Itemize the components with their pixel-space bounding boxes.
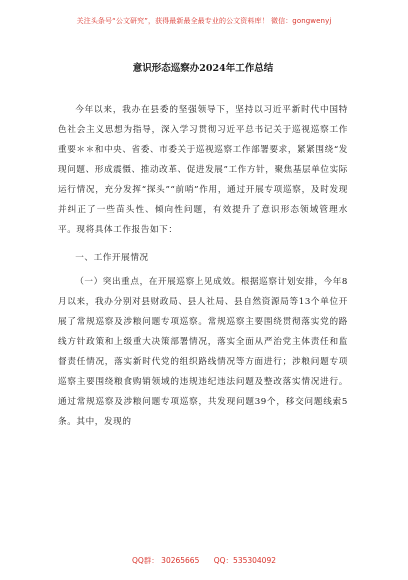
document-page <box>58 60 348 432</box>
document-title: 意识形态巡察办2024年工作总结 <box>132 63 274 74</box>
qq-footer <box>0 555 408 566</box>
qq-number: QQ：535304092 <box>213 556 277 565</box>
promo-header: 关注头条号“公文研究”，获得最新最全最专业的公文资料库！ 微信：gongwenyj <box>76 17 332 25</box>
section-paragraph: （一）突出重点，在开展巡察上见成效。根据巡察计划安排，今年8月以来，我办分别对县财政局、县人社局、县自然资源局等13个单位开展了常规巡察及涉粮问题专项巡察。常规巡察主要围绕贯彻落实党的路线方针政策和上级重大决策部署情况，落实全面从严治党主体责任和监督责任情况，落实新时代党的组织路线情况等方面进行；涉粮问题专项巡察主要围绕粮食购销领域的违规违纪违法问题及整改落实情况进行。通过常规巡察及涉粮问题专项巡察，共发现问题39个，移交问题线索5条。其中，发现的 <box>58 277 348 427</box>
qq-group: QQ群： 30265665 <box>131 556 200 565</box>
section-heading: 一、工作开展情况 <box>75 253 149 263</box>
intro-paragraph: 今年以来，我办在县委的坚强领导下，坚持以习近平新时代中国特色社会主义思想为指导，深入学习贯彻习近平总书记关于巡视巡察工作重要＊＊和中央、省委、市委关于巡视巡察工作部署要求，紧紧围绕“发现问题、形成震慑、推动改革、促进发展”工作方针，聚焦基层单位实际运行情况，充分发挥“探头”“前哨”作用，通过开展专项巡察，及时发现并纠正了一些苗头性、倾向性问题，有效提升了意识形态领域管理水平。现将具体工作报告如下： <box>58 105 349 235</box>
